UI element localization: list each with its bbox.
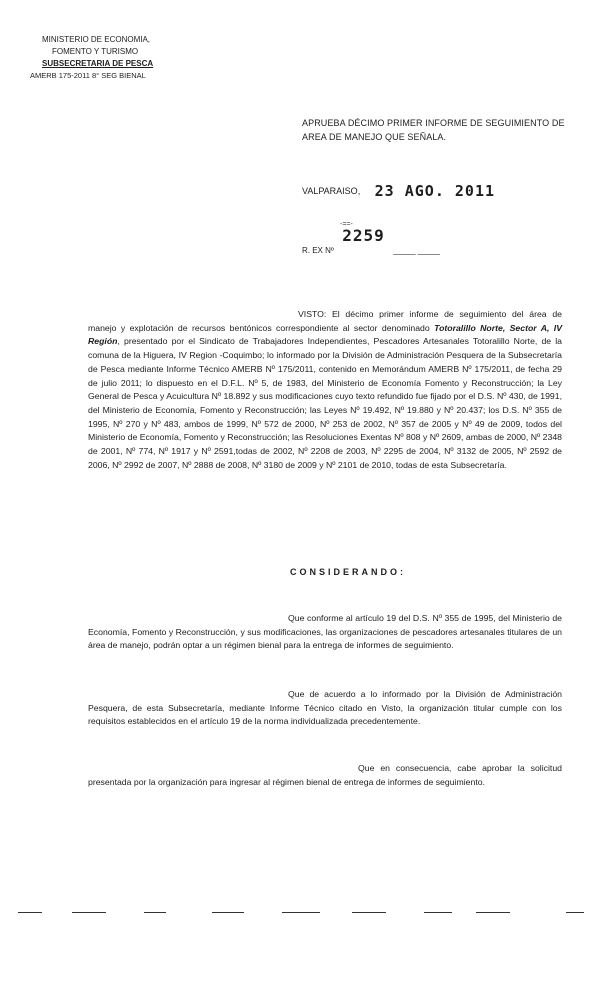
footer-dash: [352, 912, 386, 913]
footer-dash: [476, 912, 510, 913]
footer-dash: [212, 912, 244, 913]
visto-emphasis: Totoralillo Norte, Sector A, IV Región: [88, 322, 562, 347]
footer-dash: [424, 912, 452, 913]
date-stamp: 23 AGO. 2011: [374, 182, 496, 200]
footer-dash: [18, 912, 42, 913]
letterhead: [28, 34, 153, 82]
considerando-paragraph-2: Que de acuerdo a lo informado por la División de Administración Pesquera, de esta Subsecretaría, mediante Informe Técnico citado en Visto, la organización titular cumple con los requisitos establecidos en el artículo 19 de la norma individualizada precedentemente.: [88, 689, 562, 727]
exempt-number-stamp: 2259: [342, 226, 385, 245]
ink-mark: -==-: [340, 221, 353, 228]
considerando-paragraph-1: Que conforme al artículo 19 del D.S. Nº 355 de 1995, del Ministerio de Economía, Fomento y Reconstrucción, y sus modificaciones, las organizaciones de pescadores artesanales titulares de un área de manejo, podrán optar a un régimen bienal para la entrega de informes de seguimiento.: [88, 613, 562, 651]
considerando-heading: CONSIDERANDO:: [290, 567, 407, 577]
footer-dash: [566, 912, 584, 913]
visto-text-2: , presentado por el Sindicato de Trabajadores Independientes, Pescadores Artesanales Totoralillo Norte, de la comuna de la Higuera, IV Region -Coquimbo; lo informado por la División de Administración Pesquera de la Subsecretaría de Pesca mediante Informe Técnico AMERB Nº 175/2011, contenido en Memorándum AMERB Nº 175/2011, de fecha 29 de julio 2011; lo dispuesto en el D.F.L. Nº 5, de 1983, del Ministerio de Economía Fomento y Reconstrucción; la Ley General de Pesca y Acuicultura Nº 18.892 y sus modificaciones cuyo texto refundido fue fijado por el D.S. Nº 430, de 1991, del Ministerio de Economía, Fomento y Reconstrucción; las Leyes Nº 19.492, Nº 19.880 y Nº 20.437; los D.S. Nº 355 de 1995, Nº 270 y Nº 483, ambos de 1999, Nº 572 de 2000, Nº 253 de 2002, Nº 357 de 2005 y Nº 49 de 2009, todos del Ministerio de Economía, Fomento y Reconstrucción; las Resoluciones Exentas Nº 808 y Nº 2609, ambas de 2000, Nº 2348 de 2001, Nº 774, Nº 1917 y Nº 2591,todas de 2002, Nº 2208 de 2003, Nº 2295 de 2004, Nº 3132 de 2005, Nº 2592 de 2006, Nº 2992 de 2007, Nº 2888 de 2008, Nº 3180 de 2009 y Nº 2101 de 2010, todas de esta Subsecretaría.: [88, 336, 562, 470]
visto-text-1: VISTO: El décimo primer informe de seguimiento del área de manejo y explotación de recursos bentónicos correspondiente al sector denominado: [88, 309, 562, 333]
footer-dash: [72, 912, 106, 913]
subsecretaria-name: SUBSECRETARIA DE PESCA: [42, 59, 154, 68]
rex-blank: _____ _____: [393, 246, 440, 255]
ministry-subtitle: FOMENTO Y TURISMO: [52, 47, 139, 56]
exempt-resolution-number-line: [302, 226, 440, 255]
place-label: VALPARAISO,: [302, 186, 361, 196]
date-line: [302, 182, 495, 200]
footer-dash: [144, 912, 166, 913]
rex-label: R. EX Nº: [302, 246, 334, 255]
ministry-name: MINISTERIO DE ECONOMIA,: [42, 35, 151, 44]
file-reference: AMERB 175-2011 8° SEG BIENAL: [30, 71, 146, 80]
considerando-paragraph-3: Que en consecuencia, cabe aprobar la solicitud presentada por la organización para ingresar al régimen bienal de entrega de informes de seguimiento.: [88, 763, 562, 787]
resolution-subject: APRUEBA DÉCIMO PRIMER INFORME DE SEGUIMIENTO DE AREA DE MANEJO QUE SEÑALA.: [302, 118, 565, 142]
footer-dash: [282, 912, 320, 913]
visto-paragraph: [88, 308, 562, 472]
